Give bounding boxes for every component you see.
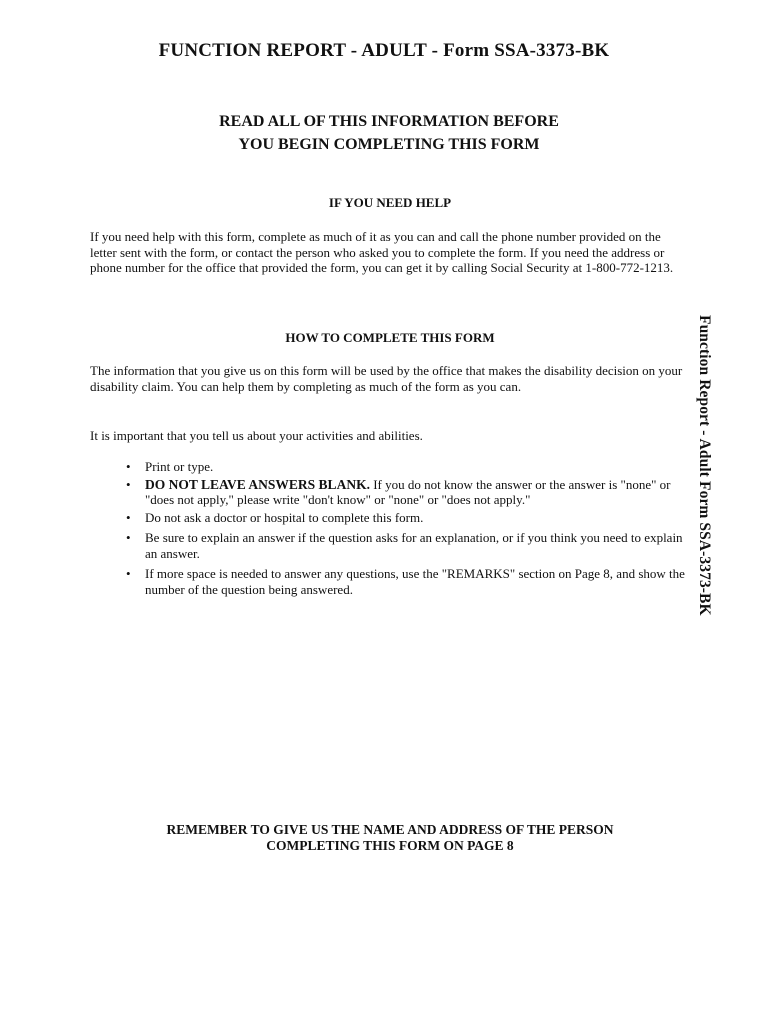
remember-line-1: REMEMBER TO GIVE US THE NAME AND ADDRESS OF THE PERSON [166,822,614,837]
instruction-item [126,477,686,508]
side-form-label: Function Report - Adult Form SSA-3373-BK [696,315,713,616]
page-title: FUNCTION REPORT - ADULT - Form SSA-3373-BK [158,40,610,61]
instruction-text: If you do not know the answer or the answer is "none" or "does not apply," please write "don't know" or "none" or "does not apply." [145,476,671,507]
remember-line-2: COMPLETING THIS FORM ON PAGE 8 [266,837,514,853]
how-heading: HOW TO COMPLETE THIS FORM [285,330,495,345]
bullet-icon: • [126,476,131,492]
instruction-text: Be sure to explain an answer if the question asks for an explanation, or if you think you need to explain an answer. [145,530,683,561]
bullet-icon: • [126,566,131,581]
instruction-list [126,459,686,599]
help-paragraph: If you need help with this form, complete as much of it as you can and call the phone number provided on the letter sent with the form, or contact the person who asked you to complete the form. If you need the address or phone number for the office that provided the form, you can get it by calling Social Security at 1-800-772-1213. [90,229,674,275]
how-paragraph-2: It is important that you tell us about your activities and abilities. [90,428,423,443]
bullet-icon: • [126,509,131,525]
bullet-icon: • [126,530,131,545]
instruction-item [126,510,686,526]
instruction-text: If more space is needed to answer any questions, use the "REMARKS" section on Page 8, and show the number of the question being answered. [145,566,685,597]
how-paragraph-1: The information that you give us on this form will be used by the office that makes the disability decision on your disability claim. You can help them by completing as much of the form as you can. [90,363,683,394]
bullet-icon: • [126,459,131,474]
read-all-line-2: YOU BEGIN COMPLETING THIS FORM [238,136,540,153]
read-all-notice [0,110,768,156]
instruction-item [126,566,686,597]
instruction-item [126,459,686,475]
instruction-item [126,530,686,561]
instruction-text: Do not ask a doctor or hospital to complete this form. [145,509,424,525]
read-all-line-1: READ ALL OF THIS INFORMATION BEFORE [219,113,559,130]
instruction-text: Print or type. [145,459,214,474]
remember-notice [0,822,768,853]
help-heading: IF YOU NEED HELP [328,195,452,210]
instruction-lead: DO NOT LEAVE ANSWERS BLANK. [145,476,370,492]
